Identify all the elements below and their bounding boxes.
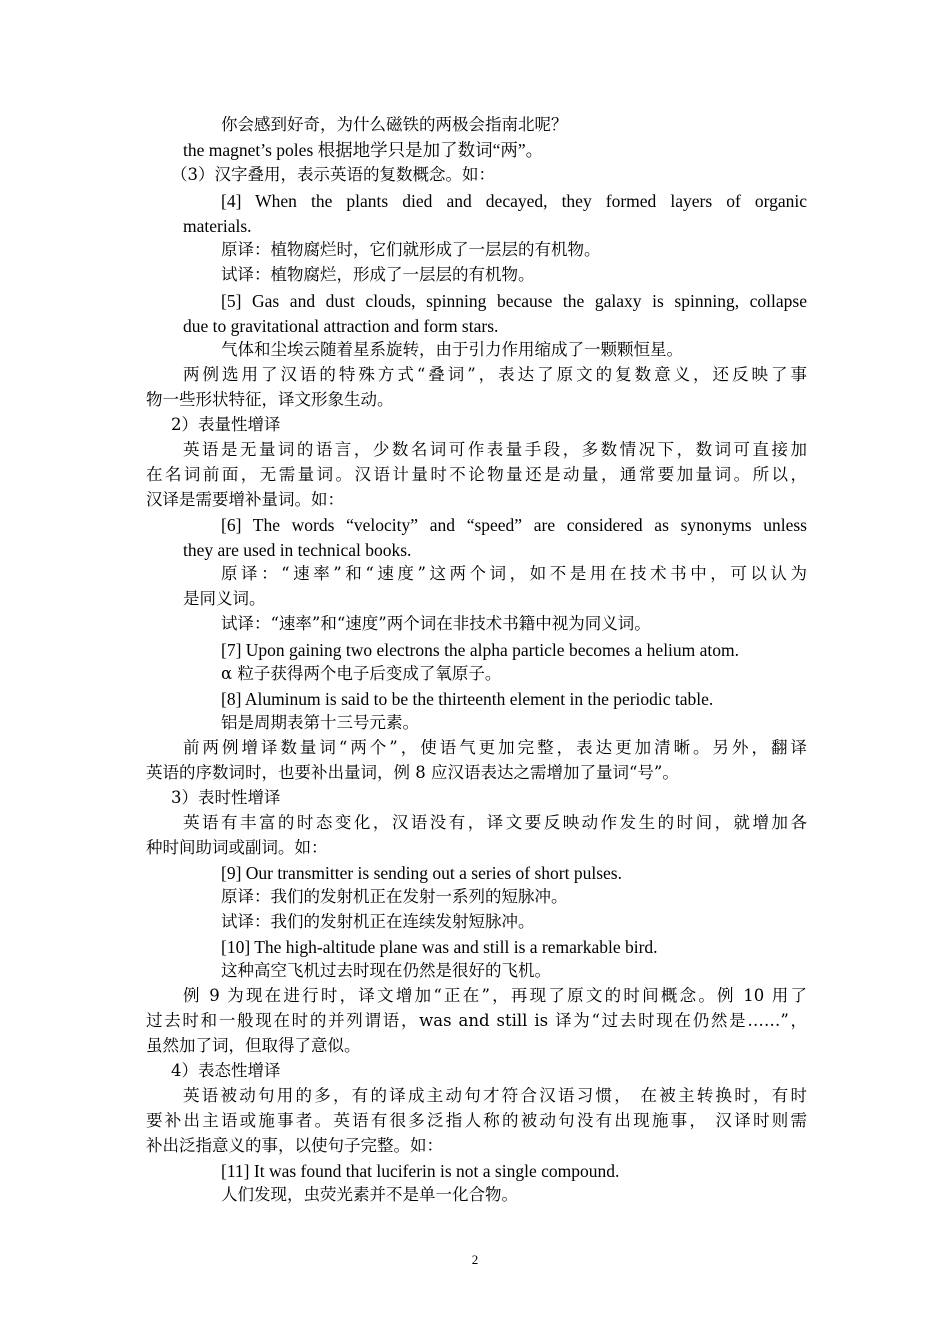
text-line: 是同义词。 — [183, 589, 266, 608]
text-line: 原译：“速率”和“速度”这两个词，如不是用在技术书中，可以认为 — [221, 564, 807, 583]
text-line: [5] Gas and dust clouds, spinning because the galaxy is spinning, collapse — [221, 291, 807, 311]
text-line: [7] Upon gaining two electrons the alpha particle becomes a helium atom. — [221, 640, 740, 660]
text-line: materials. — [183, 216, 252, 236]
section-heading: 3）表时性增译 — [171, 788, 281, 807]
text-line: 汉译是需要增补量词。如： — [146, 490, 344, 509]
text-line: [10] The high-altitude plane was and still is a remarkable bird. — [221, 937, 658, 957]
text-line: 种时间助词或副词。如： — [146, 838, 328, 857]
section-heading: 2）表量性增译 — [171, 415, 281, 434]
text-line: 补出泛指意义的事，以使句子完整。如： — [146, 1136, 443, 1155]
text-line: 试译：“速率”和“速度”两个词在非技术书籍中视为同义词。 — [221, 614, 651, 633]
text-line: 英语的序数词时，也要补出量词，例 8 应汉语表达之需增加了量词“号”。 — [146, 763, 679, 782]
text-line: 这种高空飞机过去时现在仍然是很好的飞机。 — [221, 961, 551, 980]
text-line: 虽然加了词，但取得了意似。 — [146, 1036, 361, 1055]
text-line: [9] Our transmitter is sending out a series of short pulses. — [221, 863, 622, 883]
section-heading: 4）表态性增译 — [171, 1061, 281, 1080]
text-line: [8] Aluminum is said to be the thirteenth element in the periodic table. — [221, 689, 714, 709]
page-number: 2 — [471, 1252, 479, 1267]
text-line: 英语有丰富的时态变化，汉语没有，译文要反映动作发生的时间，就增加各 — [183, 813, 807, 832]
text-line: 人们发现，虫荧光素并不是单一化合物。 — [221, 1185, 518, 1204]
text-line: [11] It was found that luciferin is not a single compound. — [221, 1161, 620, 1181]
text-line: the magnet’s poles 根据地学只是加了数词“两”。 — [183, 140, 544, 160]
text-line: （3）汉字叠用，表示英语的复数概念。如： — [171, 165, 495, 184]
text-line: 铝是周期表第十三号元素。 — [221, 713, 419, 732]
text-line: 前两例增译数量词“两个”，使语气更加完整，表达更加清晰。另外，翻译 — [183, 738, 807, 757]
text-line: 原译：我们的发射机正在发射一系列的短脉冲。 — [221, 887, 568, 906]
text-line: 物一些形状特征，译文形象生动。 — [146, 390, 394, 409]
text-line: α 粒子获得两个电子后变成了氧原子。 — [221, 664, 502, 683]
text-line: 试译：我们的发射机正在连续发射短脉冲。 — [221, 912, 535, 931]
text-line: 两例选用了汉语的特殊方式“叠词”，表达了原文的复数意义，还反映了事 — [183, 365, 807, 384]
text-line: 过去时和一般现在时的并列谓语，was and still is 译为“过去时现在仍然是……”， — [146, 1011, 807, 1030]
text-line: [4] When the plants died and decayed, they formed layers of organic — [221, 191, 807, 211]
text-line: 英语被动句用的多，有的译成主动句才符合汉语习惯， 在被主转换时，有时 — [183, 1086, 807, 1105]
text-line: 例 9 为现在进行时，译文增加“正在”，再现了原文的时间概念。例 10 用了 — [183, 986, 807, 1005]
text-line: due to gravitational attraction and form stars. — [183, 316, 499, 336]
text-line: 英语是无量词的语言，少数名词可作表量手段，多数情况下，数词可直接加 — [183, 440, 807, 459]
text-line: 要补出主语或施事者。英语有很多泛指人称的被动句没有出现施事， 汉译时则需 — [146, 1111, 807, 1130]
text-line: 试译：植物腐烂，形成了一层层的有机物。 — [221, 265, 535, 284]
text-line: 气体和尘埃云随着星系旋转，由于引力作用缩成了一颗颗恒星。 — [221, 340, 683, 359]
text-line: they are used in technical books. — [183, 540, 412, 560]
text-line: 在名词前面，无需量词。汉语计量时不论物量还是动量，通常要加量词。所以， — [146, 465, 807, 484]
text-line: 原译：植物腐烂时，它们就形成了一层层的有机物。 — [221, 240, 601, 259]
text-line: [6] The words “velocity” and “speed” are considered as synonyms unless — [221, 515, 807, 535]
text-line: 你会感到好奇，为什么磁铁的两极会指南北呢？ — [221, 115, 568, 134]
